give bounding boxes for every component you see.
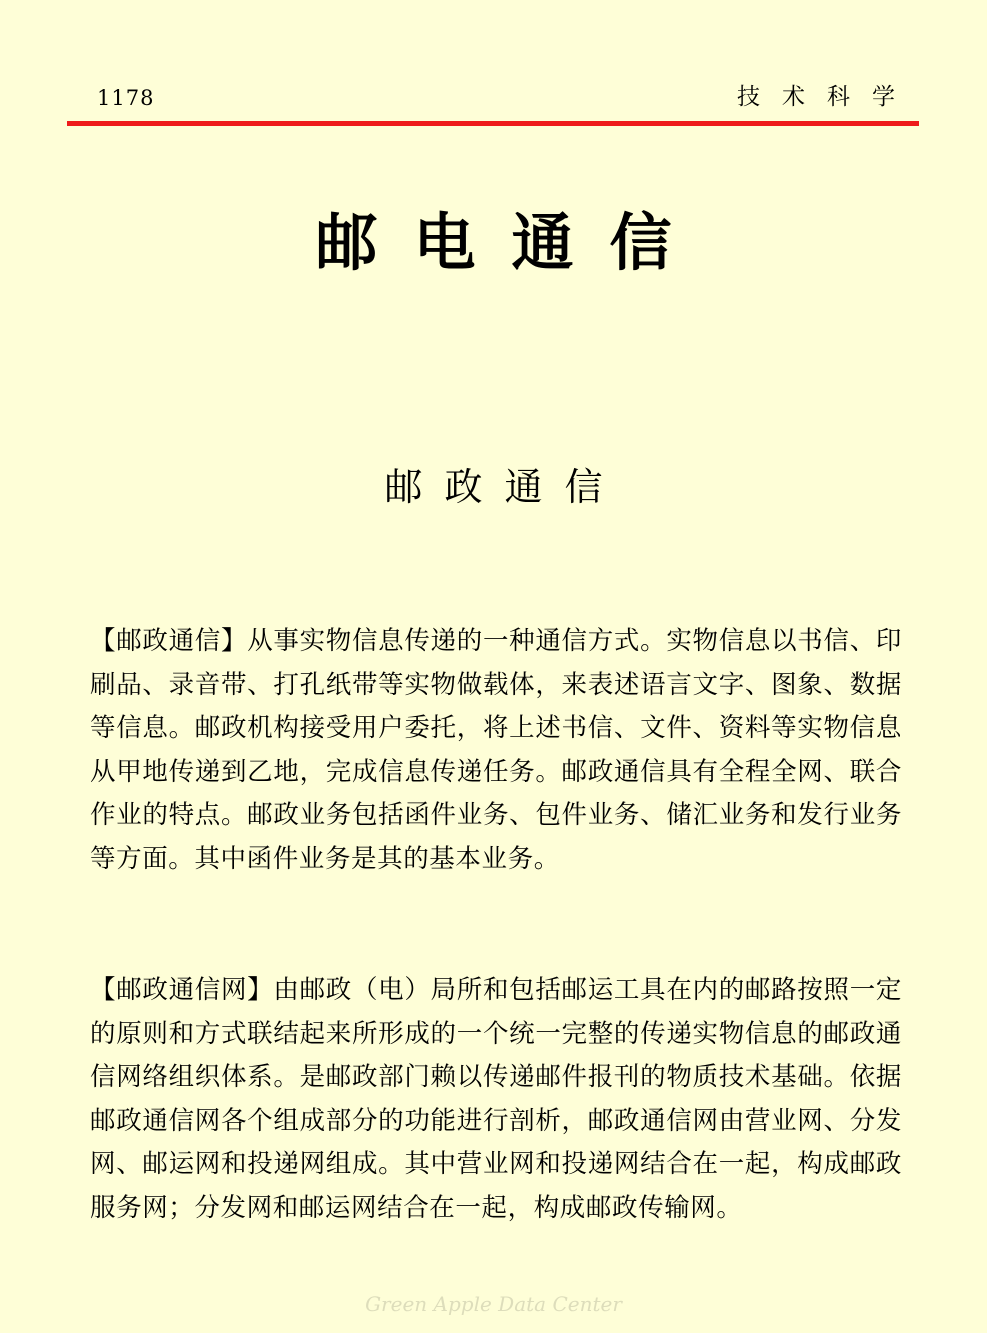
section-title: 邮政通信 <box>384 465 625 509</box>
header-rule <box>67 121 919 126</box>
entry-postal-network <box>90 969 902 1231</box>
entry-text: 由邮政（电）局所和包括邮运工具在内的邮路按照一定的原则和方式联结起来所形成的一个统一完整的传递实物信息的邮政通信网络组织体系。是邮政部门赖以传递邮件报刊的物质技术基础。依据邮政通信网各个组成部分的功能进行剖析，邮政通信网由营业网、分发网、邮运网和投递网组成。其中营业网和投递网结合在一起，构成邮政服务网；分发网和邮运网结合在一起，构成邮政传输网。 <box>90 975 902 1223</box>
entry-term: 【邮政通信】 <box>90 626 248 656</box>
chapter-title: 邮电通信 <box>315 206 708 279</box>
watermark: Green Apple Data Center <box>365 1292 622 1316</box>
running-head: 技术科学 <box>737 84 917 110</box>
page-number: 1178 <box>97 86 155 110</box>
entry-postal-communication <box>90 620 902 882</box>
entry-text: 从事实物信息传递的一种通信方式。实物信息以书信、印刷品、录音带、打孔纸带等实物做载体，来表述语言文字、图象、数据等信息。邮政机构接受用户委托，将上述书信、文件、资料等实物信息从甲地传递到乙地，完成信息传递任务。邮政通信具有全程全网、联合作业的特点。邮政业务包括函件业务、包件业务、储汇业务和发行业务等方面。其中函件业务是其的基本业务。 <box>90 626 902 874</box>
entry-term: 【邮政通信网】 <box>90 975 274 1005</box>
